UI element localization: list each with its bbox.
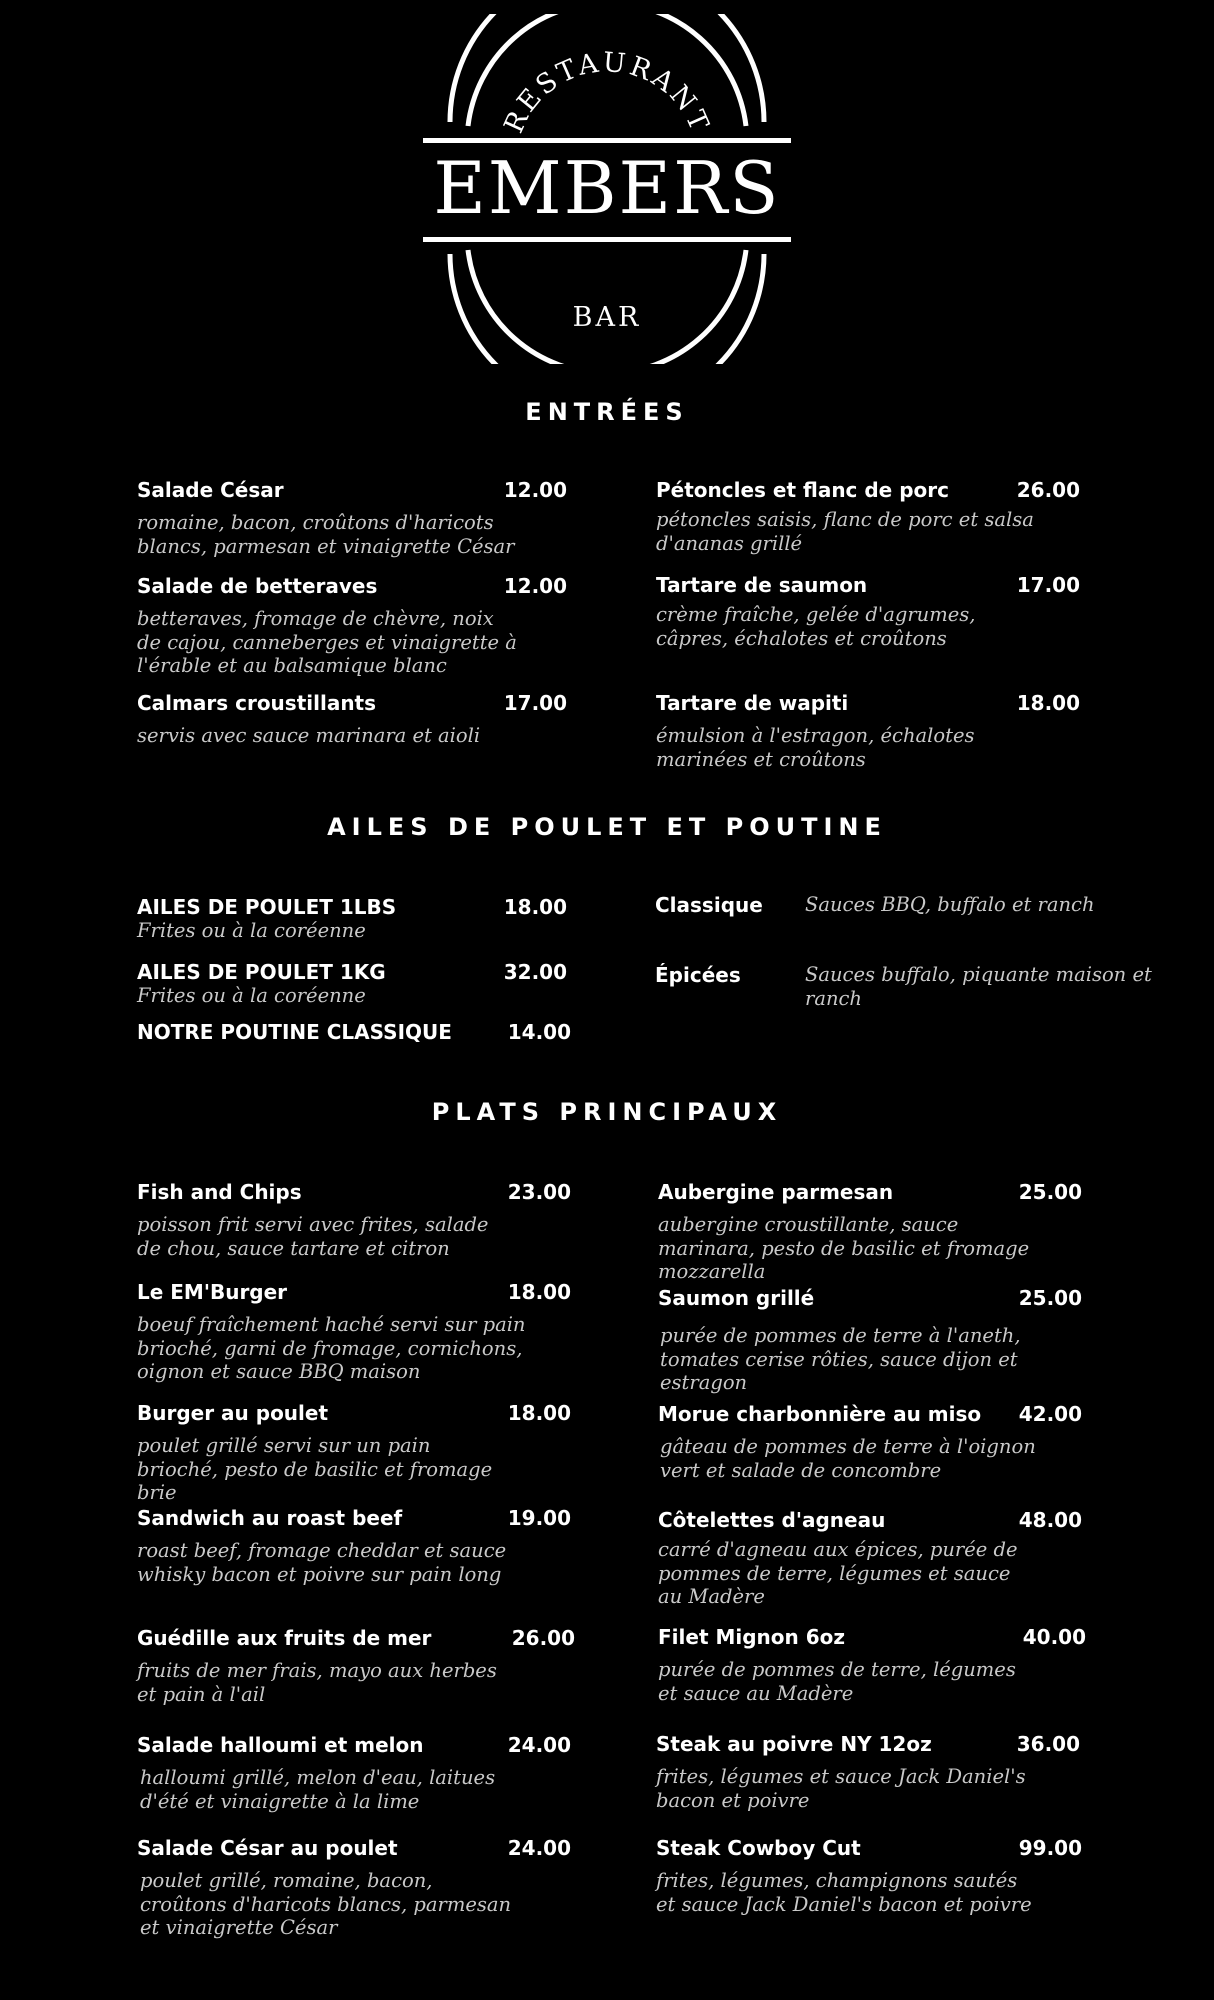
menu-item [137,574,567,678]
item-description: poulet grillé servi sur un pain brioché, pesto de basilic et fromage brie [137,1434,493,1504]
item-name: Guédille aux fruits de mer [137,1626,432,1650]
item-price: 18.00 [507,1401,571,1425]
menu-item [656,1836,1082,1916]
item-name: Le EM'Burger [137,1280,288,1304]
menu-item [137,1280,571,1384]
section-title-plats: PLATS PRINCIPAUX [431,1098,783,1126]
item-name: Morue charbonnière au miso [658,1402,982,1426]
menu-item [137,1626,575,1706]
item-description: émulsion à l'estragon, échalotes marinées et croûtons [656,724,975,771]
item-name: Tartare de wapiti [656,691,849,715]
item-price: 36.00 [1016,1732,1080,1756]
item-description: servis avec sauce marinara et aioli [137,724,481,747]
item-description: aubergine croustillante, sauce marinara, pesto de basilic et fromage mozzarella [658,1213,1030,1283]
item-price: 26.00 [1016,478,1080,502]
item-description: crème fraîche, gelée d'agrumes, câpres, échalotes et croûtons [656,603,976,650]
menu-item [137,1733,571,1813]
item-description: Frites ou à la coréenne [137,919,366,942]
item-description: Frites ou à la coréenne [137,984,366,1007]
menu-item [658,1180,1082,1284]
menu-item [137,478,567,558]
menu-item [656,478,1080,555]
item-name: Salade César au poulet [137,1836,398,1860]
section-title-entrees: ENTRÉES [525,398,689,426]
item-name: Filet Mignon 6oz [658,1625,846,1649]
menu-item [137,691,567,748]
logo-bar-text: BAR [572,302,642,333]
item-description: gâteau de pommes de terre à l'oignon vert et salade de concombre [660,1435,1036,1482]
item-name: Côtelettes d'agneau [658,1508,886,1532]
item-name: Salade de betteraves [137,574,378,598]
item-description: pétoncles saisis, flanc de porc et salsa d'ananas grillé [656,508,1034,555]
item-description: halloumi grillé, melon d'eau, laitues d'été et vinaigrette à la lime [140,1766,496,1813]
sauce-description: Sauces BBQ, buffalo et ranch [805,893,1095,916]
menu-item [137,960,567,1008]
item-price: 32.00 [503,960,567,984]
menu-item [658,1286,1082,1395]
item-price: 40.00 [1022,1625,1086,1649]
item-price: 18.00 [503,895,567,919]
sauce-name: Épicées [655,963,741,987]
item-name: Aubergine parmesan [658,1180,894,1204]
item-name: Calmars croustillants [137,691,377,715]
item-name: Steak Cowboy Cut [656,1836,861,1860]
item-price: 18.00 [507,1280,571,1304]
menu-item [137,1836,571,1940]
logo-embers-text: EMBERS [433,146,781,230]
item-name: Tartare de saumon [656,573,868,597]
item-description: poulet grillé, romaine, bacon, croûtons d'haricots blancs, parmesan et vinaigrette César [140,1869,512,1939]
item-description: poisson frit servi avec frites, salade de chou, sauce tartare et citron [137,1213,489,1260]
item-price: 12.00 [503,478,567,502]
item-description: purée de pommes de terre à l'aneth, tomates cerise rôties, sauce dijon et estragon [660,1324,1021,1394]
menu-item [656,1732,1080,1812]
item-price: 18.00 [1016,691,1080,715]
menu-item [656,573,1080,650]
item-name: Saumon grillé [658,1286,815,1310]
item-description: fruits de mer frais, mayo aux herbes et pain à l'ail [137,1659,497,1706]
item-description: purée de pommes de terre, légumes et sauce au Madère [658,1658,1016,1705]
item-description: roast beef, fromage cheddar et sauce whisky bacon et poivre sur pain long [137,1539,507,1586]
item-name: Sandwich au roast beef [137,1506,403,1530]
item-description: carré d'agneau aux épices, purée de pommes de terre, légumes et sauce au Madère [658,1538,1018,1608]
item-name: Salade halloumi et melon [137,1733,424,1757]
item-name: Fish and Chips [137,1180,302,1204]
item-price: 17.00 [1016,573,1080,597]
item-price: 23.00 [507,1180,571,1204]
item-name: AILES DE POULET 1LBS [137,895,397,919]
item-description: romaine, bacon, croûtons d'haricots blancs, parmesan et vinaigrette César [137,511,515,558]
item-price: 26.00 [511,1626,575,1650]
item-price: 25.00 [1018,1286,1082,1310]
menu-item [137,1401,571,1505]
menu-item [137,1506,571,1586]
item-description: boeuf fraîchement haché servi sur pain brioché, garni de fromage, cornichons, oignon et sauce BBQ maison [137,1313,526,1383]
item-name: Steak au poivre NY 12oz [656,1732,932,1756]
item-price: 24.00 [507,1836,571,1860]
menu-item [137,895,567,943]
menu-item [137,1180,571,1260]
item-name: Salade César [137,478,284,502]
item-price: 42.00 [1018,1402,1082,1426]
restaurant-logo [420,14,794,364]
menu-item [658,1625,1086,1705]
item-description: frites, légumes, champignons sautés et sauce Jack Daniel's bacon et poivre [656,1869,1032,1916]
item-price: 17.00 [503,691,567,715]
item-price: 48.00 [1018,1508,1082,1532]
item-description: betteraves, fromage de chèvre, noix de cajou, canneberges et vinaigrette à l'érable et au balsamique blanc [137,607,517,677]
menu-item [658,1508,1082,1609]
item-name: Burger au poulet [137,1401,329,1425]
item-price: 24.00 [507,1733,571,1757]
sauce-name: Classique [655,893,763,917]
item-price: 12.00 [503,574,567,598]
item-price: 99.00 [1018,1836,1082,1860]
menu-item [656,691,1080,771]
logo-restaurant-text: RESTAURANT [498,46,716,138]
item-price: 25.00 [1018,1180,1082,1204]
item-description: frites, légumes et sauce Jack Daniel's bacon et poivre [656,1765,1026,1812]
item-name: Pétoncles et flanc de porc [656,478,949,502]
item-name: AILES DE POULET 1KG [137,960,386,984]
menu-item [658,1402,1082,1482]
menu-item [137,1020,571,1044]
item-price: 14.00 [507,1020,571,1044]
sauce-description: Sauces buffalo, piquante maison et ranch [805,963,1152,1010]
section-title-ailes: AILES DE POULET ET POUTINE [327,813,887,841]
item-price: 19.00 [507,1506,571,1530]
item-name: NOTRE POUTINE CLASSIQUE [137,1020,452,1044]
